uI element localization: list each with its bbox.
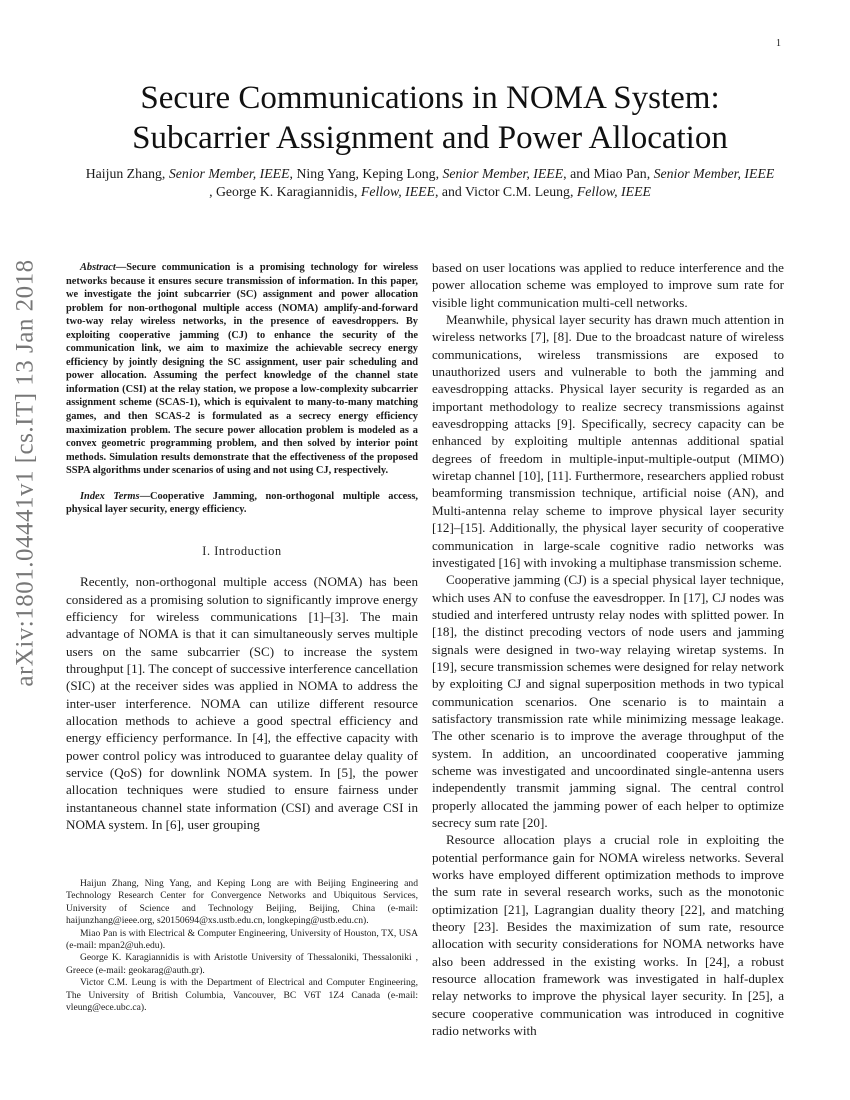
author-affiliation: Fellow, IEEE xyxy=(360,184,435,199)
body-paragraph: Resource allocation plays a crucial role in exploiting the potential performance gain for NOMA wireless networks. Several works have employed different optimization methods to improve the sum rate in several research works, such as the monotonic optimization [21], Lagrangian duality theory [22], and matching theory [23]. Besides the maximization of sum rate, resource allocation with security considerations for NOMA networks have also been addressed in the existing works. In [24], a robust resource allocation framework was investigated in half-duplex relay networks to improve the physical layer security. In [25], a secure cooperative communication was introduced in cognitive radio networks with xyxy=(432,832,784,1039)
footnote: Miao Pan is with Electrical & Computer Engineering, University of Houston, TX, USA (e-mail: mpan2@uh.edu). xyxy=(66,927,418,952)
author-text: Haijun Zhang, xyxy=(85,166,169,181)
arxiv-identifier: arXiv:1801.04441v1 [cs.IT] 13 Jan 2018 xyxy=(12,259,40,687)
author-affiliation: Senior Member, IEEE xyxy=(168,166,290,181)
title-line-1: Secure Communications in NOMA System: xyxy=(140,80,720,116)
footnote: Victor C.M. Leung is with the Department of Electrical and Computer Engineering, The University of British Columbia, Vancouver, BC V6T 1Z4 Canada (e-mail: vleung@ece.ubc.ca). xyxy=(66,977,418,1014)
arxiv-side-stamp xyxy=(8,258,44,688)
abstract xyxy=(66,261,418,478)
abstract-text: —Secure communication is a promising technology for wireless networks because it ensures secure transmission of information. In this paper, we investigate the joint subcarrier (SC) assignment and power allocation problem for non-orthogonal multiple access (NOMA) amplify-and-forward two-way relay wireless networks, in the presence of eavesdroppers. By exploiting cooperative jamming (CJ) to enhance the security of the communication link, we aim to maximize the achievable secrecy energy efficiency by jointly designing the SC assignment, user pair scheduling and power allocation. Assuming the perfect knowledge of the channel state information (CSI) at the relay station, we propose a low-complexity subcarrier assignment scheme (SCAS-1), which is equivalent to many-to-many matching games, and then SCAS-2 is formulated as a secrecy energy efficiency maximization problem. The secure power allocation problem is modeled as a convex geometric programming problem, and then solved by interior point methods. Simulation results demonstrate that the effectiveness of the proposed SSPA algorithms under scenarios of using and not using CJ, respectively. xyxy=(66,262,418,477)
right-column xyxy=(432,259,784,1039)
author-affiliation: Senior Member, IEEE xyxy=(653,166,775,181)
footnote: George K. Karagiannidis is with Aristotle University of Thessaloniki, Thessaloniki , Greece (e-mail: geokarag@auth.gr). xyxy=(66,952,418,976)
page-number: 1 xyxy=(776,38,781,49)
author-text: , and Victor C.M. Leung, xyxy=(435,184,577,199)
author-list xyxy=(72,165,788,201)
author-text: , and Miao Pan, xyxy=(563,166,654,181)
title-line-2: Subcarrier Assignment and Power Allocation xyxy=(132,120,728,156)
author-affiliation: Senior Member, IEEE xyxy=(442,166,564,181)
body-paragraph: Recently, non-orthogonal multiple access (NOMA) has been considered as a promising solution to significantly improve energy efficiency for wireless communications [1]–[3]. The main advantage of NOMA is that it can simultaneously serves multiple users on the same subcarrier (SC) to increase the system throughput [1]. The concept of successive interference cancellation (SIC) at the receiver sides was applied in NOMA to address the inter-user interference. NOMA can utilize different resource allocation methods to achieve a good spectral efficiency and energy efficiency performance. In [4], the effective capacity with power control policy was introduced to guarantee delay quality of service (QoS) for downlink NOMA system. In [5], the power allocation techniques were studied to ensure fairness under instantaneous channel state information (CSI) and average CSI in NOMA system. In [6], user grouping xyxy=(66,574,418,832)
abstract-label: Abstract xyxy=(80,262,116,273)
paper-title xyxy=(70,78,790,158)
section-heading-introduction: I. Introduction xyxy=(202,543,282,558)
body-paragraph-continuation: based on user locations was applied to reduce interference and the power allocation scheme was employed to improve sum rate for visible light communication multi-cell networks. xyxy=(432,260,784,310)
footnote: Haijun Zhang, Ning Yang, and Keping Long are with Beijing Engineering and Technology Research Center for Convergence Networks and Ubiquitous Services, University of Science and Technology Beijing, Beijing, China (e-mail: haijunzhang@ieee.org, s20150694@xs.ustb.edu.cn, longkeping@ustb.edu.cn). xyxy=(66,878,418,927)
index-terms xyxy=(66,490,418,517)
author-affiliation: Fellow, IEEE xyxy=(576,184,651,199)
author-text: , George K. Karagiannidis, xyxy=(209,184,361,199)
left-column xyxy=(66,261,418,833)
author-footnotes xyxy=(66,878,418,1014)
index-terms-label: Index Terms xyxy=(80,490,140,502)
body-paragraph: Meanwhile, physical layer security has drawn much attention in wireless networks [7], [8]. Due to the broadcast nature of wireless communications, wireless transmissions are exposed to unauthorized users and vulnerable to both the jamming and eavesdropping attacks. Physical layer security is regarded as an important methodology to realize secrecy transmissions against eavesdropping attacks [9]. Specifically, secrecy capacity can be enhanced by exploiting multiple antennas additional spatial degrees of freedom in multiple-input-multiple-output (MIMO) wiretap channel [10], [11]. Furthermore, researchers applied robust beamforming transmission technique, artificial noise (AN), and Multi-antenna relay scheme to improve physical layer security [12]–[15]. Additionally, the physical layer security of cooperative communication in large-scale cognitive radio networks was investigated [16] with invoking a multiphase transmission scheme. xyxy=(432,312,784,570)
index-terms-text: —Cooperative Jamming, non-orthogonal multiple access, physical layer security, energy efficiency. xyxy=(66,490,418,516)
author-text: , Ning Yang, Keping Long, xyxy=(289,166,443,181)
body-paragraph: Cooperative jamming (CJ) is a special physical layer technique, which uses AN to confuse the eavesdropper. In [17], CJ nodes was studied and interfered untrusty relay nodes with splitted power. In [18], the distinct precoding vectors of node users and jamming signals were designed in two-way relaying wiretap systems. In [19], secure transmission schemes were designed for relay network by exploiting CJ and signal superposition methods in two typical communication scenarios. One scenario is to maintain a satisfactory transmission rate while minimizing message leakage. The other scenario is to improve the average throughput of the system. In addition, an uncoordinated cooperative jamming scheme was investigated and uncoordinated single-antenna users independently transmit jamming signal. The central control properly allocated the jamming power of each helper to optimize secrecy sum rate [20]. xyxy=(432,572,784,830)
